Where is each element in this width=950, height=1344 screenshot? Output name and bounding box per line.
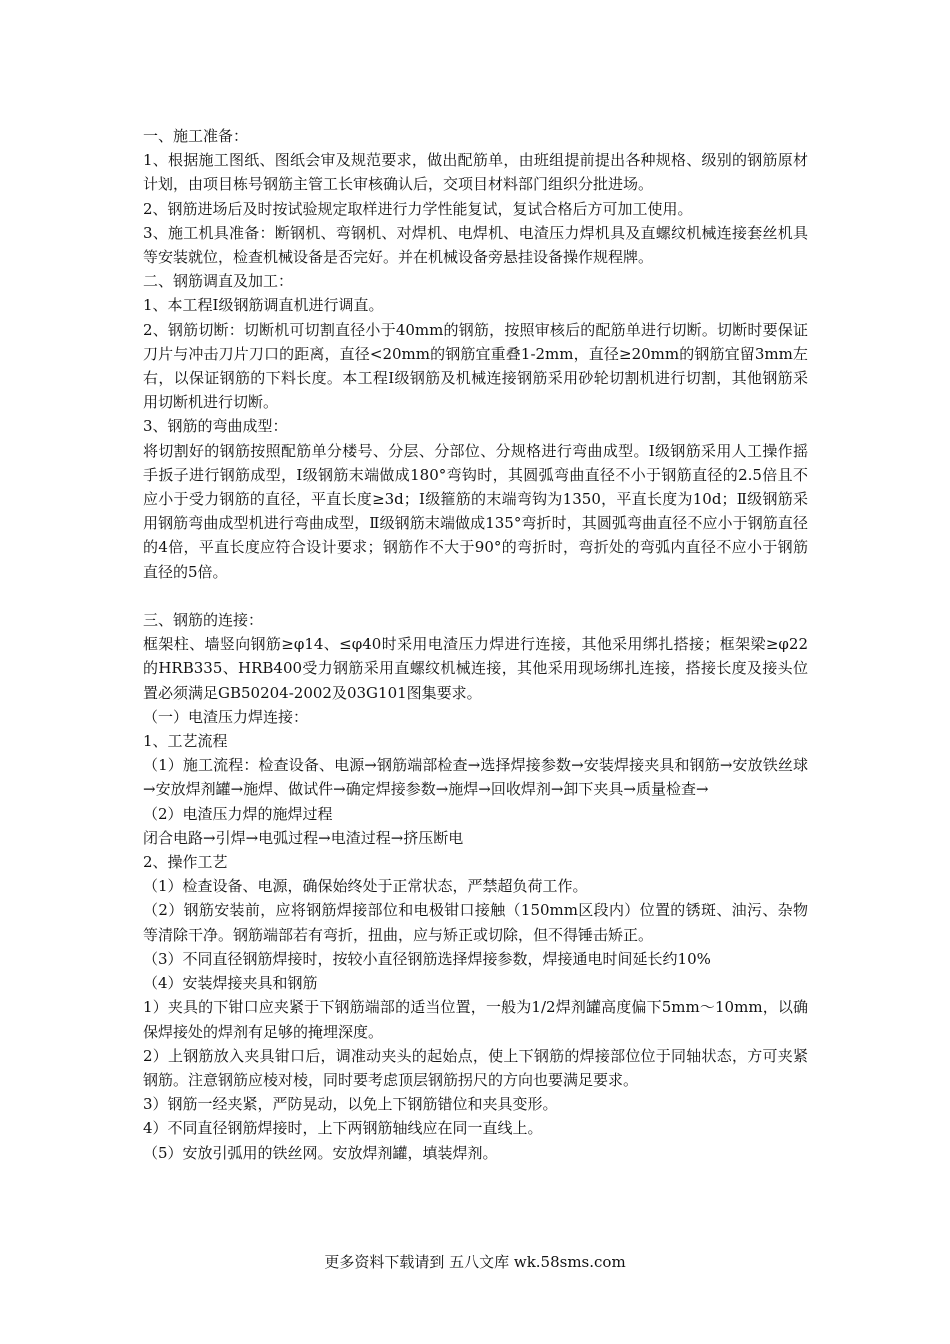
paragraph: 1、根据施工图纸、图纸会审及规范要求，做出配筋单，由班组提前提出各种规格、级别的钢筋原材计划，由项目栋号钢筋主管工长审核确认后，交项目材料部门组织分批进场。: [143, 151, 808, 194]
subheading: 2、操作工艺: [143, 853, 228, 872]
section-heading-processing: 二、钢筋调直及加工：: [143, 272, 294, 291]
section-heading-connection: 三、钢筋的连接：: [143, 611, 264, 630]
paragraph: 框架柱、墙竖向钢筋≥φ14、≤φ40时采用电渣压力焊进行连接，其他采用绑扎搭接；框架梁≥φ22的HRB335、HRB400受力钢筋采用直螺纹机械连接，其他采用现场绑扎连接，搭接长度及接头位置必须满足GB50204-2002及03G101图集要求。: [143, 635, 808, 702]
paragraph: 2）上钢筋放入夹具钳口后，调准动夹头的起始点，使上下钢筋的焊接部位位于同轴状态，方可夹紧钢筋。注意钢筋应棱对棱，同时要考虑顶层钢筋拐尺的方向也要满足要求。: [143, 1046, 808, 1089]
paragraph: （1）施工流程：检查设备、电源→钢筋端部检查→选择焊接参数→安装焊接夹具和钢筋→安放铁丝球→安放焊剂罐→施焊、做试件→确定焊接参数→施焊→回收焊剂→卸下夹具→质量检查→: [143, 756, 808, 799]
paragraph: 1、本工程Ⅰ级钢筋调直机进行调直。: [143, 296, 384, 315]
paragraph: （2）电渣压力焊的施焊过程: [143, 804, 333, 823]
paragraph: 将切割好的钢筋按照配筋单分楼号、分层、分部位、分规格进行弯曲成型。Ⅰ级钢筋采用人工操作摇手扳子进行钢筋成型，Ⅰ级钢筋末端做成180°弯钩时，其圆弧弯曲直径不小于钢筋直径的2.5倍且不应小于受力钢筋的直径，平直长度≥3d；Ⅰ级箍筋的末端弯钩为1350，平直长度为10d；Ⅱ级钢筋采用钢筋弯曲成型机进行弯曲成型，Ⅱ级钢筋末端做成135°弯折时，其圆弧弯曲直径不应小于钢筋直径的4倍，平直长度应符合设计要求；钢筋作不大于90°的弯折时，弯折处的弯弧内直径不应小于钢筋直径的5倍。: [143, 441, 808, 581]
paragraph: （3）不同直径钢筋焊接时，按较小直径钢筋选择焊接参数，焊接通电时间延长约10%: [143, 949, 711, 968]
paragraph: 闭合电路→引焊→电弧过程→电渣过程→挤压断电: [143, 828, 464, 847]
section-heading-preparation: 一、施工准备：: [143, 127, 249, 145]
paragraph: 1）夹具的下钳口应夹紧于下钢筋端部的适当位置，一般为1/2焊剂罐高度偏下5mm～10mm，以确保焊接处的焊剂有足够的掩埋深度。: [143, 998, 808, 1041]
paragraph: 4）不同直径钢筋焊接时，上下两钢筋轴线应在同一直线上。: [143, 1119, 543, 1138]
paragraph: 3）钢筋一经夹紧，严防晃动，以免上下钢筋错位和夹具变形。: [143, 1095, 558, 1114]
subheading: 3、钢筋的弯曲成型：: [143, 417, 288, 436]
subheading: （一）电渣压力焊连接：: [143, 707, 309, 726]
paragraph: 3、施工机具准备：断钢机、弯钢机、对焊机、电焊机、电渣压力焊机具及直螺纹机械连接套丝机具等安装就位，检查机械设备是否完好。并在机械设备旁悬挂设备操作规程牌。: [143, 223, 808, 267]
paragraph: 2、钢筋进场后及时按试验规定取样进行力学性能复试，复试合格后方可加工使用。: [143, 199, 693, 218]
blank-line: [143, 584, 808, 608]
paragraph: （1）检查设备、电源，确保始终处于正常状态，严禁超负荷工作。: [143, 877, 588, 896]
footer-link-text: 更多资料下载请到 五八文库 wk.58sms.com: [324, 1253, 626, 1271]
paragraph: （4）安装焊接夹具和钢筋: [143, 974, 318, 993]
paragraph: 2、钢筋切断：切断机可切割直径小于40mm的钢筋，按照审核后的配筋单进行切断。切断时要保证刀片与冲击刀片刀口的距离，直径<20mm的钢筋宜重叠1-2mm，直径≥20mm的钢筋宜留3mm左右，以保证钢筋的下料长度。本工程Ⅰ级钢筋及机械连接钢筋采用砂轮切割机进行切割，其他钢筋采用切断机进行切断。: [143, 320, 808, 412]
subheading: 1、工艺流程: [143, 732, 228, 751]
paragraph: （5）安放引弧用的铁丝网。安放焊剂罐，填装焊剂。: [143, 1143, 498, 1162]
paragraph: （2）钢筋安装前，应将钢筋焊接部位和电极钳口接触（150mm区段内）位置的锈斑、油污、杂物等清除干净。钢筋端部若有弯折，扭曲，应与矫正或切除，但不得锤击矫正。: [143, 901, 808, 944]
document-body: [143, 124, 808, 1165]
